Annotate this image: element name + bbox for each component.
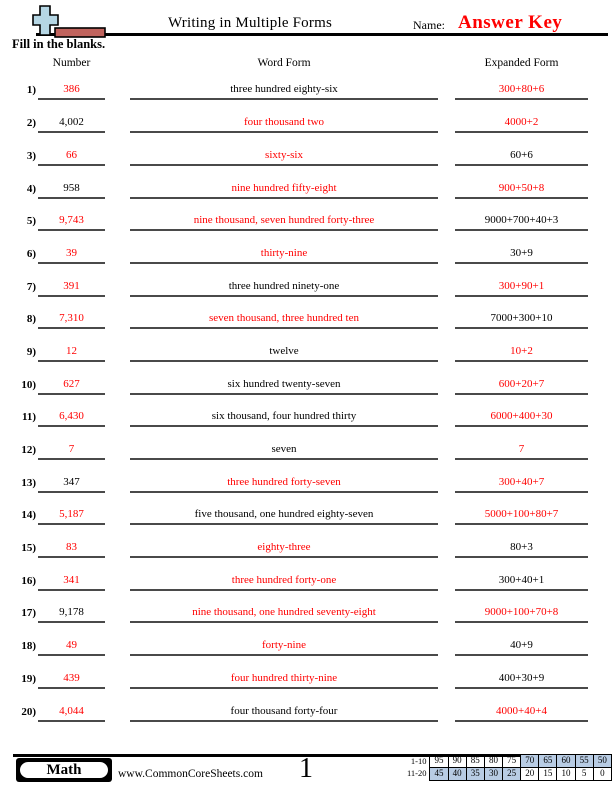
word-form-value: eighty-three (257, 541, 311, 554)
score-cell: 75 (503, 755, 521, 768)
word-form-value: nine hundred fifty-eight (231, 181, 337, 194)
number-field (38, 280, 105, 297)
score-cell: 0 (593, 767, 611, 780)
number-field (38, 378, 105, 395)
answer-key-text: Answer Key (458, 12, 563, 33)
problem-row (0, 166, 612, 199)
word-form-field (130, 541, 438, 558)
number-field (38, 410, 105, 427)
problem-number: 4) (26, 182, 36, 195)
score-grid-body (397, 755, 612, 781)
expanded-form-field (455, 280, 588, 297)
expanded-form-value: 10+2 (510, 344, 533, 357)
expanded-form-field (455, 149, 588, 166)
word-form-value: twelve (269, 344, 299, 357)
problem-number: 5) (26, 215, 36, 228)
number-value: 49 (66, 639, 77, 652)
expanded-form-value: 60+6 (510, 148, 533, 161)
word-form-field (130, 280, 438, 297)
word-form-value: three hundred forty-one (231, 573, 337, 586)
expanded-form-field (455, 214, 588, 231)
number-field (38, 508, 105, 525)
instruction-text: Fill in the blanks. (12, 37, 106, 51)
number-field (38, 312, 105, 329)
expanded-form-field (455, 443, 588, 460)
number-value: 83 (66, 541, 77, 554)
number-field (38, 443, 105, 460)
number-field (38, 83, 105, 100)
number-value: 9,743 (59, 214, 84, 227)
score-cell: 5 (575, 767, 593, 780)
word-form-field (130, 345, 438, 362)
score-cell: 15 (539, 767, 557, 780)
word-form-value: four thousand two (243, 116, 325, 129)
score-row (397, 767, 612, 780)
score-cell: 20 (521, 767, 539, 780)
problem-row (0, 591, 612, 624)
expanded-form-field (455, 508, 588, 525)
problem-row (0, 68, 612, 101)
problem-row (0, 493, 612, 526)
expanded-form-field (455, 705, 588, 722)
score-row-label: 1-10 (410, 755, 427, 766)
word-form-field (130, 672, 438, 689)
number-field (38, 574, 105, 591)
expanded-form-value: 600+20+7 (498, 377, 545, 390)
problem-row (0, 329, 612, 362)
word-form-field (130, 378, 438, 395)
word-form-field (130, 182, 438, 199)
word-form-value: six thousand, four hundred thirty (211, 410, 357, 423)
problem-number: 13) (21, 476, 36, 489)
score-row (397, 755, 612, 768)
problem-number: 12) (21, 444, 36, 457)
expanded-form-value: 9000+100+70+8 (484, 606, 559, 619)
word-form-field (130, 476, 438, 493)
expanded-form-field (455, 541, 588, 558)
problem-number: 18) (21, 640, 36, 653)
website-text: www.CommonCoreSheets.com (118, 768, 263, 780)
word-form-value: four hundred thirty-nine (230, 671, 338, 684)
number-value: 12 (66, 344, 77, 357)
problem-row (0, 623, 612, 656)
problem-number: 14) (21, 509, 36, 522)
number-value: 39 (66, 246, 77, 259)
problem-number: 16) (21, 574, 36, 587)
word-form-value: forty-nine (262, 639, 306, 652)
number-value: 6,430 (59, 410, 84, 423)
problem-row (0, 100, 612, 133)
number-field (38, 541, 105, 558)
number-field (38, 705, 105, 722)
expanded-form-field (455, 574, 588, 591)
column-header-number: Number (52, 57, 91, 69)
problem-row (0, 460, 612, 493)
word-form-value: seven (271, 443, 297, 456)
score-cell: 85 (466, 755, 484, 768)
number-value: 386 (63, 83, 80, 96)
expanded-form-value: 400+30+9 (498, 671, 545, 684)
word-form-value: seven thousand, three hundred ten (209, 312, 359, 325)
problem-row (0, 199, 612, 232)
score-cell: 95 (430, 755, 448, 768)
score-cell: 10 (557, 767, 575, 780)
score-cell: 25 (503, 767, 521, 780)
problem-row (0, 362, 612, 395)
word-form-field (130, 508, 438, 525)
score-grid (397, 754, 612, 781)
word-form-field (130, 705, 438, 722)
column-header-word-form: Word Form (257, 57, 311, 69)
word-form-field (130, 574, 438, 591)
number-value: 5,187 (59, 508, 84, 521)
math-plus-icon (30, 2, 110, 42)
number-field (38, 149, 105, 166)
problem-number: 19) (21, 672, 36, 685)
expanded-form-field (455, 312, 588, 329)
word-form-field (130, 606, 438, 623)
number-field (38, 476, 105, 493)
expanded-form-field (455, 476, 588, 493)
number-value: 7,310 (59, 312, 84, 325)
word-form-value: three hundred eighty-six (230, 83, 338, 96)
score-cell: 40 (448, 767, 466, 780)
expanded-form-field (455, 247, 588, 264)
word-form-value: three hundred ninety-one (228, 279, 340, 292)
number-value: 439 (63, 671, 80, 684)
expanded-form-value: 4000+2 (504, 116, 539, 129)
expanded-form-value: 300+80+6 (498, 83, 545, 96)
score-row-label: 11-20 (406, 768, 427, 779)
problem-row (0, 689, 612, 722)
expanded-form-value: 80+3 (510, 541, 533, 554)
score-cell: 30 (484, 767, 502, 780)
problem-number: 7) (26, 280, 36, 293)
number-value: 4,002 (59, 116, 84, 129)
expanded-form-field (455, 639, 588, 656)
number-value: 347 (63, 475, 80, 488)
word-form-value: four thousand forty-four (230, 704, 338, 717)
word-form-field (130, 214, 438, 231)
word-form-field (130, 247, 438, 264)
problem-number: 9) (26, 345, 36, 358)
word-form-field (130, 149, 438, 166)
problem-row (0, 427, 612, 460)
problem-row (0, 558, 612, 591)
math-badge-label: Math (19, 761, 109, 779)
expanded-form-field (455, 672, 588, 689)
score-cell: 50 (593, 755, 611, 768)
number-value: 9,178 (59, 606, 84, 619)
problem-row (0, 656, 612, 689)
number-value: 7 (68, 443, 75, 456)
number-value: 391 (63, 279, 80, 292)
expanded-form-field (455, 606, 588, 623)
expanded-form-field (455, 378, 588, 395)
expanded-form-field (455, 83, 588, 100)
expanded-form-value: 9000+700+40+3 (484, 214, 559, 227)
word-form-value: thirty-nine (260, 246, 308, 259)
number-value: 341 (63, 573, 80, 586)
problem-number: 20) (21, 705, 36, 718)
number-field (38, 182, 105, 199)
number-field (38, 639, 105, 656)
page-number: 1 (299, 753, 313, 784)
number-value: 66 (66, 148, 77, 161)
name-label: Name: (413, 18, 445, 32)
problem-row (0, 231, 612, 264)
word-form-field (130, 312, 438, 329)
problem-number: 17) (21, 607, 36, 620)
score-cell: 60 (557, 755, 575, 768)
expanded-form-field (455, 116, 588, 133)
expanded-form-value: 900+50+8 (498, 181, 545, 194)
column-header-expanded-form: Expanded Form (484, 57, 559, 69)
score-cell: 80 (484, 755, 502, 768)
number-field (38, 345, 105, 362)
expanded-form-value: 40+9 (510, 639, 533, 652)
brick-icon (55, 28, 105, 37)
problem-number: 11) (21, 411, 36, 424)
problem-number: 15) (21, 542, 36, 555)
score-cell: 65 (539, 755, 557, 768)
problem-row (0, 133, 612, 166)
score-cell: 55 (575, 755, 593, 768)
expanded-form-value: 300+40+1 (498, 573, 545, 586)
number-field (38, 606, 105, 623)
worksheet-title: Writing in Multiple Forms (168, 15, 332, 31)
expanded-form-value: 30+9 (510, 246, 533, 259)
number-value: 958 (63, 181, 80, 194)
score-cell: 45 (430, 767, 448, 780)
expanded-form-value: 300+90+1 (498, 279, 545, 292)
expanded-form-value: 7 (518, 443, 525, 456)
word-form-field (130, 116, 438, 133)
word-form-value: three hundred forty-seven (227, 475, 341, 488)
word-form-value: sixty-six (265, 148, 303, 161)
problem-number: 3) (26, 149, 36, 162)
problem-number: 10) (21, 378, 36, 391)
problem-row (0, 297, 612, 330)
word-form-value: nine thousand, seven hundred forty-three (193, 214, 375, 227)
number-field (38, 672, 105, 689)
number-field (38, 116, 105, 133)
problem-number: 1) (26, 84, 36, 97)
number-value: 4,044 (59, 704, 84, 717)
problem-list (0, 68, 612, 722)
number-field (38, 247, 105, 264)
score-cell: 70 (521, 755, 539, 768)
expanded-form-value: 6000+400+30 (490, 410, 553, 423)
problem-row (0, 264, 612, 297)
word-form-value: five thousand, one hundred eighty-seven (194, 508, 374, 521)
word-form-field (130, 639, 438, 656)
expanded-form-field (455, 410, 588, 427)
expanded-form-value: 300+40+7 (498, 475, 545, 488)
problem-row (0, 395, 612, 428)
expanded-form-value: 4000+40+4 (496, 704, 547, 717)
number-value: 627 (63, 377, 80, 390)
expanded-form-field (455, 182, 588, 199)
expanded-form-value: 7000+300+10 (490, 312, 553, 325)
problem-row (0, 525, 612, 558)
word-form-field (130, 83, 438, 100)
expanded-form-field (455, 345, 588, 362)
score-cell: 90 (448, 755, 466, 768)
word-form-value: six hundred twenty-seven (227, 377, 341, 390)
word-form-value: nine thousand, one hundred seventy-eight (192, 606, 376, 619)
number-field (38, 214, 105, 231)
problem-number: 8) (26, 313, 36, 326)
problem-number: 6) (26, 247, 36, 260)
score-cell: 35 (466, 767, 484, 780)
word-form-field (130, 410, 438, 427)
word-form-field (130, 443, 438, 460)
expanded-form-value: 5000+100+80+7 (484, 508, 559, 521)
problem-number: 2) (26, 117, 36, 130)
